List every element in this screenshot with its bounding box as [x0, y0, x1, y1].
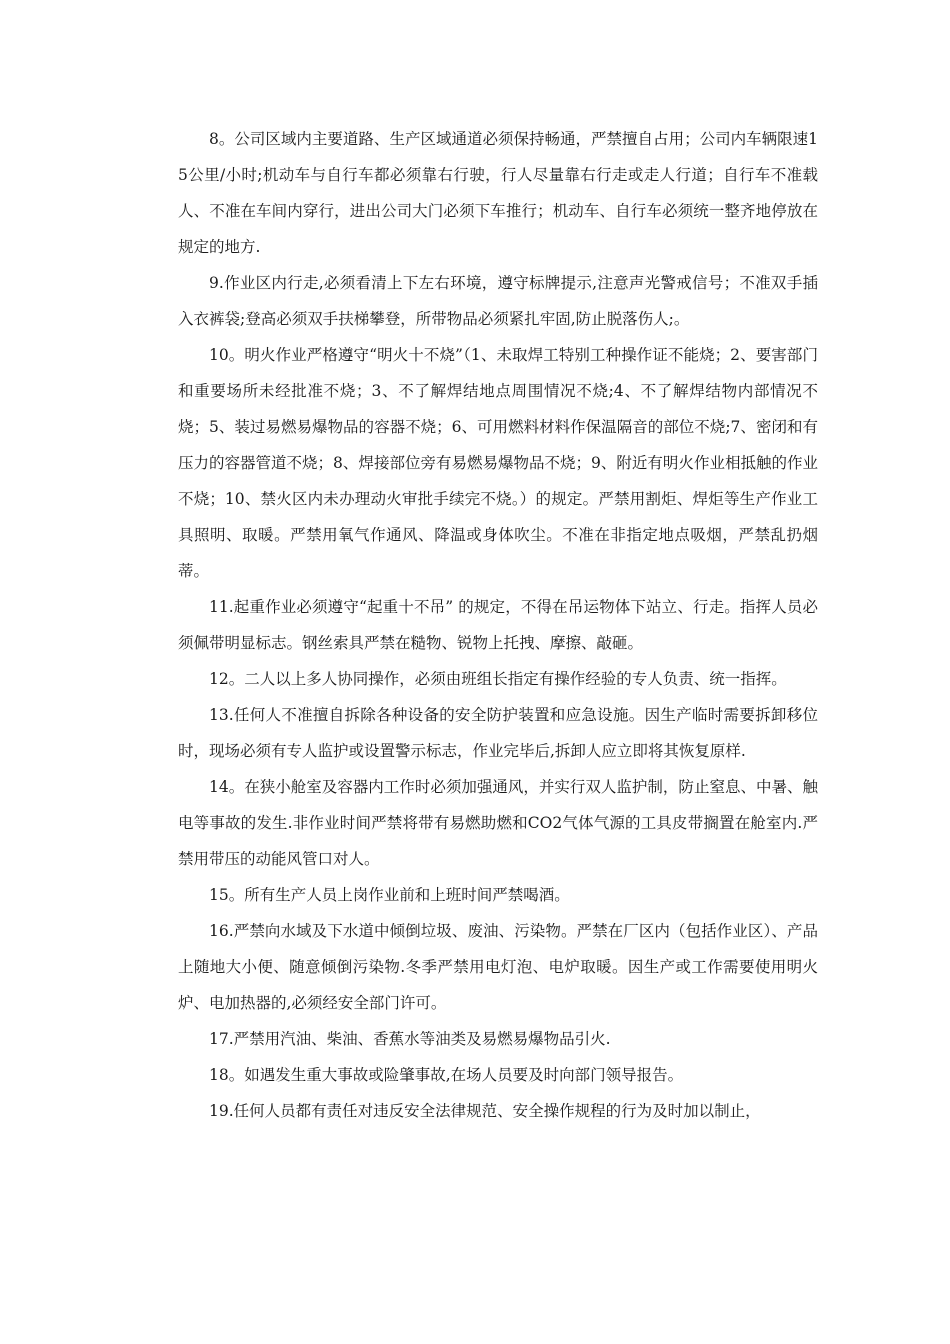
paragraph-19: 19.任何人员都有责任对违反安全法律规范、安全操作规程的行为及时加以制止，: [209, 1102, 761, 1120]
paragraph-9: 9.作业区内行走,必须看清上下左右环境，遵守标牌提示,注意声光警戒信号；不准双手插入衣裤袋;登高必须双手扶梯攀登，所带物品必须紧扎牢固,防止脱落伤人;。: [178, 274, 818, 328]
document-body: [178, 121, 818, 1129]
paragraph-11: 11.起重作业必须遵守“起重十不吊” 的规定，不得在吊运物体下站立、行走。指挥人员必须佩带明显标志。钢丝索具严禁在糙物、锐物上托拽、摩擦、敲砸。: [178, 598, 818, 652]
paragraph-8: 8。公司区域内主要道路、生产区域通道必须保持畅通，严禁擅自占用；公司内车辆限速15公里/小时;机动车与自行车都必须靠右行驶，行人尽量靠右行走或走人行道；自行车不准载人、不准在车间内穿行，进出公司大门必须下车推行；机动车、自行车必须统一整齐地停放在规定的地方.: [178, 130, 818, 256]
paragraph-17: 17.严禁用汽油、柴油、香蕉水等油类及易燃易爆物品引火.: [209, 1030, 611, 1048]
paragraph-15: 15。所有生产人员上岗作业前和上班时间严禁喝酒。: [209, 886, 570, 904]
paragraph-13: 13.任何人不准擅自拆除各种设备的安全防护装置和应急设施。因生产临时需要拆卸移位时，现场必须有专人监护或设置警示标志，作业完毕后,拆卸人应立即将其恢复原样.: [178, 706, 818, 760]
paragraph-10: 10。明火作业严格遵守“明火十不烧”（1、未取焊工特别工种操作证不能烧；2、要害部门和重要场所未经批准不烧；3、不了解焊结地点周围情况不烧;4、不了解焊结物内部情况不烧；5、装过易燃易爆物品的容器不烧；6、可用燃料材料作保温隔音的部位不烧;7、密闭和有压力的容器管道不烧；8、焊接部位旁有易燃易爆物品不烧；9、附近有明火作业相抵触的作业不烧；10、禁火区内未办理动火审批手续完不烧。）的规定。严禁用割炬、焊炬等生产作业工具照明、取暖。严禁用氧气作通风、降温或身体吹尘。不准在非指定地点吸烟，严禁乱扔烟蒂。: [178, 346, 818, 580]
paragraph-18: 18。如遇发生重大事故或险肇事故,在场人员要及时向部门领导报告。: [209, 1066, 684, 1084]
paragraph-12: 12。二人以上多人协同操作，必须由班组长指定有操作经验的专人负责、统一指挥。: [209, 670, 787, 688]
paragraph-16: 16.严禁向水域及下水道中倾倒垃圾、废油、污染物。严禁在厂区内（包括作业区）、产品上随地大小便、随意倾倒污染物.冬季严禁用电灯泡、电炉取暖。因生产或工作需要使用明火炉、电加热器的,必须经安全部门许可。: [178, 922, 818, 1012]
paragraph-14: 14。在狭小舱室及容器内工作时必须加强通风，并实行双人监护制，防止窒息、中暑、触电等事故的发生.非作业时间严禁将带有易燃助燃和CO2气体气源的工具皮带搁置在舱室内.严禁用带压的动能风管口对人。: [178, 778, 818, 868]
